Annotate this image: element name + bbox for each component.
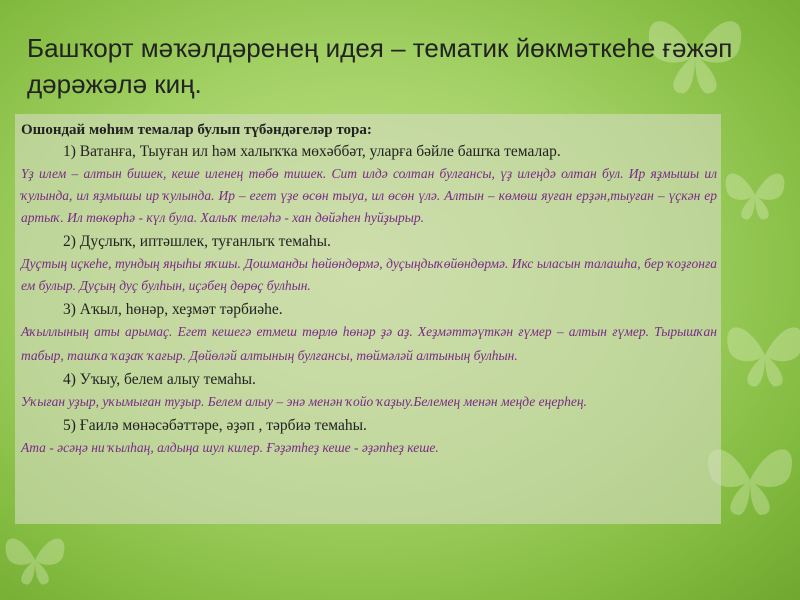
topic-heading-text: 1) Ватанға, Тыуған ил һәм халыҡҡа мөхәббәт, уларға бәйле башҡа темалар. — [63, 143, 561, 160]
topic-heading-text: 3) Аҡыл, һөнәр, хеҙмәт тәрбиәһе. — [63, 301, 283, 318]
topic-heading-3 — [21, 299, 717, 321]
topic-proverbs-3 — [21, 321, 717, 367]
topic-proverbs-4: Уҡыған уҙыр, уҡымыған туҙыр. Белем алыу – энә менән ҡойо ҡаҙыу.Белемең менән меңде еңерһең. — [21, 394, 587, 409]
topic-heading-text: 4) Уҡыу, белем алыу темаһы. — [63, 371, 256, 388]
slide-title: Башҡорт мәҡәлдәренең идея – тематик йөкмәткеһе ғәжәп дәрәжәлә киң. — [27, 33, 733, 99]
butterfly-decoration-icon — [0, 525, 70, 595]
topic-heading-2 — [21, 231, 717, 253]
topic-heading-5 — [21, 415, 717, 437]
topic-heading-text: 5) Ғаилә мөнәсәбәттәре, әҙәп , тәрбиә темаһы. — [63, 417, 367, 434]
butterfly-decoration-icon — [720, 310, 800, 400]
topic-heading-text: 2) Дуҫлыҡ, иптәшлек, туғанлыҡ темаһы. — [63, 233, 331, 250]
topic-heading-1 — [21, 141, 717, 163]
butterfly-decoration-icon — [720, 160, 790, 230]
topic-heading-4 — [21, 369, 717, 391]
intro-text: Ошондай мөһим темалар булып түбәндәгеләр тора: — [21, 122, 372, 138]
topic-proverbs-2: Дуҫтың иҫкеһе, тундың яңыһы яҡшы. Дошманды һөйөндөрмә, дуҫыңдыҡөйөндөрмә. Икс ыласын талашһа, бер ҡоҙғонға ем булыр. Дуҫың дуҫ булһын, иҫәбең дөрөҫ булһын. — [21, 256, 717, 293]
topic-proverbs-5: Ата - әсәңә ни ҡылһаң, алдыңа шул килер. Ғәҙәтһеҙ кеше - әҙәпһеҙ кеше. — [21, 440, 439, 455]
topic-proverbs-text: Аҡыллының аты арымаҫ. Егет кешегә етмеш төрлө һөнәр ҙә аҙ. Хеҙмәттәүткән ғүмер – алтын ғүмер. Тырышҡан табыр, ташҡа ҡаҙаҡ ҡағыр. Дөйөләй алтының булғансы, төймәләй алтының булһын. — [21, 324, 717, 363]
content-box — [15, 114, 721, 524]
topic-proverbs-1: Үҙ илем – алтын бишек, кеше иленең төбө тишек. Сит илдә солтан булғансы, үҙ илеңдә олтан бул. Ир яҙмышы ил ҡулында, ил яҙмышы ир ҡулында. Ир – егет үҙе өсөн тыуа, ил өсөн үлә. Алтын – көмөш яуған ерҙән,тыуған – үҫкән ер артыҡ. Ил төкөрһә - күл була. Халыҡ теләһә - хан дөйәһен һуйҙырыр. — [21, 166, 717, 225]
